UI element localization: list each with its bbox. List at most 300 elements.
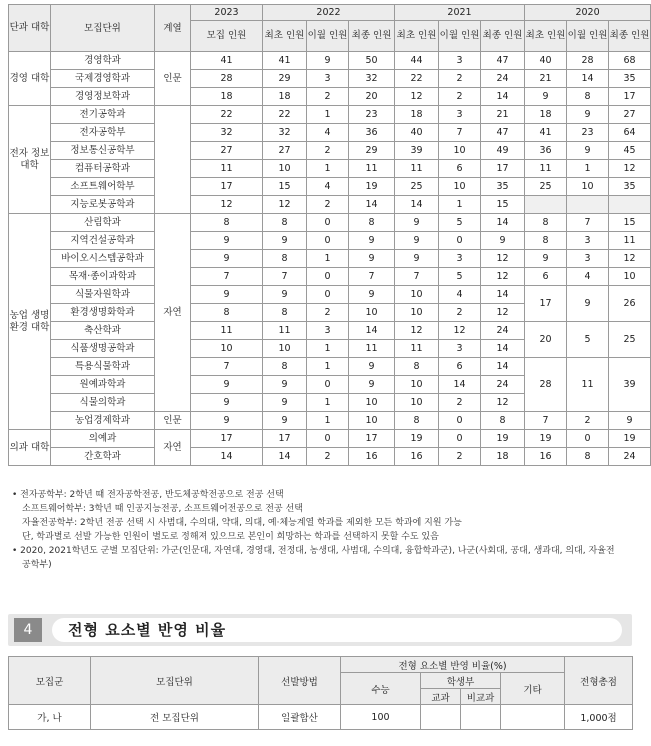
value-cell: 18 — [191, 88, 263, 106]
table-row — [9, 52, 651, 70]
college-cell: 농업 생명 환경 대학 — [9, 214, 51, 430]
value-cell: 14 — [481, 340, 525, 358]
value-cell: 35 — [609, 70, 651, 88]
value-cell: 7 — [395, 268, 439, 286]
header-moved: 이월 인원 — [307, 21, 349, 52]
value-cell: 4 — [439, 286, 481, 304]
value-cell: 10 — [191, 340, 263, 358]
value-cell: 9 — [191, 232, 263, 250]
value-cell: 15 — [263, 178, 307, 196]
unit-cell: 전자공학부 — [51, 124, 155, 142]
value-cell: 11 — [191, 322, 263, 340]
value-cell: 9 — [191, 376, 263, 394]
ratio-header-method: 선발방법 — [259, 657, 341, 705]
value-cell: 16 — [349, 448, 395, 466]
value-cell: 11 — [349, 160, 395, 178]
value-cell: 11 — [525, 160, 567, 178]
value-cell: 2 — [439, 304, 481, 322]
field-cell: 인문 — [155, 412, 191, 430]
note-line: 소프트웨어학부: 3학년 때 인공지능전공, 소프트웨어전공으로 전공 선택 — [22, 504, 303, 514]
ratio-header-group: 모집군 — [9, 657, 91, 705]
value-cell: 2 — [307, 196, 349, 214]
value-cell: 9 — [395, 232, 439, 250]
ratio-header-total: 전형총점 — [565, 657, 633, 705]
value-cell: 3 — [567, 250, 609, 268]
header-2021: 2021 — [395, 5, 525, 21]
value-cell: 9 — [609, 412, 651, 430]
value-cell: 9 — [349, 376, 395, 394]
value-cell: 29 — [263, 70, 307, 88]
value-cell: 8 — [525, 214, 567, 232]
value-cell: 3 — [567, 232, 609, 250]
value-cell: 7 — [567, 214, 609, 232]
value-cell: 1 — [439, 196, 481, 214]
value-cell: 5 — [439, 214, 481, 232]
value-cell: 7 — [439, 124, 481, 142]
value-cell: 14 — [481, 88, 525, 106]
value-cell: 24 — [481, 70, 525, 88]
unit-cell: 환경생명화학과 — [51, 304, 155, 322]
value-cell: 23 — [567, 124, 609, 142]
value-cell: 8 — [395, 412, 439, 430]
value-cell: 8 — [525, 232, 567, 250]
value-cell: 2 — [439, 88, 481, 106]
value-cell: 16 — [525, 448, 567, 466]
merged-value-cell: 28 — [525, 358, 567, 412]
table-row — [9, 448, 651, 466]
value-cell: 8 — [191, 304, 263, 322]
ratio-header-subject: 교과 — [421, 689, 461, 705]
value-cell: 2 — [439, 70, 481, 88]
college-cell: 경영 대학 — [9, 52, 51, 106]
value-cell: 29 — [349, 142, 395, 160]
value-cell: 36 — [349, 124, 395, 142]
value-cell: 25 — [525, 178, 567, 196]
value-cell: 32 — [263, 124, 307, 142]
header-college: 단과 대학 — [9, 5, 51, 52]
value-cell: 2 — [307, 304, 349, 322]
value-cell: 9 — [525, 250, 567, 268]
value-cell: 7 — [349, 268, 395, 286]
value-cell: 6 — [439, 358, 481, 376]
unit-cell: 농업경제학과 — [51, 412, 155, 430]
value-cell: 41 — [525, 124, 567, 142]
value-cell: 10 — [395, 286, 439, 304]
recruitment-table — [8, 4, 651, 466]
value-cell: 14 — [263, 448, 307, 466]
value-cell — [609, 196, 651, 214]
value-cell: 10 — [263, 340, 307, 358]
value-cell: 2 — [567, 412, 609, 430]
table-row — [9, 358, 651, 376]
value-cell: 19 — [349, 178, 395, 196]
value-cell: 9 — [307, 52, 349, 70]
unit-cell: 특용식물학과 — [51, 358, 155, 376]
value-cell: 22 — [263, 106, 307, 124]
value-cell: 24 — [481, 322, 525, 340]
note-line: 단, 학과별로 선발 가능한 인원이 별도로 정해져 있으므로 본인이 희망하는 학과를 선택하지 못할 수도 있음 — [22, 532, 439, 542]
table-row — [9, 142, 651, 160]
value-cell: 3 — [307, 322, 349, 340]
value-cell: 10 — [395, 376, 439, 394]
value-cell: 8 — [191, 214, 263, 232]
unit-cell: 식품생명공학과 — [51, 340, 155, 358]
value-cell: 21 — [481, 106, 525, 124]
value-cell: 2 — [307, 88, 349, 106]
value-cell: 19 — [395, 430, 439, 448]
value-cell: 9 — [349, 232, 395, 250]
value-cell: 9 — [191, 394, 263, 412]
ratio-header-etc: 기타 — [501, 673, 565, 705]
value-cell: 18 — [395, 106, 439, 124]
value-cell: 12 — [439, 322, 481, 340]
value-cell: 4 — [567, 268, 609, 286]
value-cell: 11 — [263, 322, 307, 340]
value-cell: 0 — [307, 214, 349, 232]
value-cell: 14 — [567, 70, 609, 88]
value-cell: 14 — [349, 196, 395, 214]
value-cell: 15 — [609, 214, 651, 232]
value-cell: 8 — [263, 214, 307, 232]
value-cell: 11 — [395, 340, 439, 358]
value-cell: 3 — [439, 340, 481, 358]
value-cell: 36 — [525, 142, 567, 160]
value-cell: 28 — [567, 52, 609, 70]
note-line: 자율전공학부: 2학년 전공 선택 시 사범대, 수의대, 약대, 의대, 예·체능계열 학과를 제외한 모든 학과에 지원 가능 — [22, 518, 462, 528]
unit-cell: 의예과 — [51, 430, 155, 448]
value-cell: 8 — [263, 358, 307, 376]
unit-cell: 식물의학과 — [51, 394, 155, 412]
value-cell: 9 — [525, 88, 567, 106]
value-cell: 0 — [307, 286, 349, 304]
merged-value-cell: 17 — [525, 286, 567, 322]
value-cell: 6 — [525, 268, 567, 286]
value-cell: 14 — [481, 286, 525, 304]
value-cell: 11 — [349, 340, 395, 358]
unit-cell: 경영정보학과 — [51, 88, 155, 106]
value-cell — [525, 196, 567, 214]
value-cell: 18 — [525, 106, 567, 124]
value-cell: 3 — [439, 250, 481, 268]
header-final: 최종 인원 — [609, 21, 651, 52]
value-cell: 2 — [439, 394, 481, 412]
value-cell: 10 — [349, 394, 395, 412]
header-2022: 2022 — [263, 5, 395, 21]
header-moved: 이월 인원 — [567, 21, 609, 52]
value-cell: 17 — [191, 178, 263, 196]
value-cell: 0 — [307, 232, 349, 250]
table-row — [9, 178, 651, 196]
value-cell: 12 — [395, 88, 439, 106]
unit-cell: 경영학과 — [51, 52, 155, 70]
value-cell: 8 — [567, 88, 609, 106]
ratio-header-ratio: 전형 요소별 반영 비율(%) — [341, 657, 565, 673]
value-cell: 47 — [481, 52, 525, 70]
ratio-header-suneung: 수능 — [341, 673, 421, 705]
ratio-method: 일괄합산 — [259, 705, 341, 730]
value-cell: 1 — [307, 394, 349, 412]
note-line: 공학부) — [22, 560, 52, 570]
value-cell: 41 — [263, 52, 307, 70]
college-cell: 전자 정보 대학 — [9, 106, 51, 214]
header-field: 계열 — [155, 5, 191, 52]
value-cell: 10 — [349, 412, 395, 430]
value-cell: 16 — [395, 448, 439, 466]
value-cell: 17 — [191, 430, 263, 448]
value-cell: 9 — [349, 250, 395, 268]
section-number: 4 — [14, 618, 42, 642]
unit-cell: 바이오시스템공학과 — [51, 250, 155, 268]
value-cell: 2 — [439, 448, 481, 466]
value-cell: 68 — [609, 52, 651, 70]
merged-value-cell: 20 — [525, 322, 567, 358]
value-cell: 19 — [525, 430, 567, 448]
value-cell: 47 — [481, 124, 525, 142]
value-cell: 4 — [307, 178, 349, 196]
value-cell: 35 — [481, 178, 525, 196]
table-row — [9, 430, 651, 448]
table-row — [9, 124, 651, 142]
value-cell: 2 — [307, 142, 349, 160]
header-initial: 최초 인원 — [525, 21, 567, 52]
value-cell: 9 — [263, 376, 307, 394]
value-cell: 64 — [609, 124, 651, 142]
value-cell: 32 — [191, 124, 263, 142]
field-cell: 자연 — [155, 214, 191, 412]
value-cell: 7 — [191, 358, 263, 376]
note-line: • 전자공학부: 2학년 때 전자공학전공, 반도체공학전공으로 전공 선택 — [12, 490, 284, 500]
table-row — [9, 268, 651, 286]
merged-value-cell: 11 — [567, 358, 609, 412]
header-final: 최종 인원 — [481, 21, 525, 52]
value-cell: 4 — [307, 124, 349, 142]
unit-cell: 컴퓨터공학과 — [51, 160, 155, 178]
value-cell: 11 — [191, 160, 263, 178]
ratio-header-nonsubject: 비교과 — [461, 689, 501, 705]
table-row — [9, 70, 651, 88]
value-cell: 14 — [481, 358, 525, 376]
value-cell: 40 — [525, 52, 567, 70]
table-row — [9, 412, 651, 430]
ratio-unit: 전 모집단위 — [91, 705, 259, 730]
value-cell: 18 — [481, 448, 525, 466]
merged-value-cell: 5 — [567, 322, 609, 358]
value-cell: 27 — [263, 142, 307, 160]
merged-value-cell: 9 — [567, 286, 609, 322]
field-cell — [155, 106, 191, 214]
value-cell: 39 — [395, 142, 439, 160]
value-cell: 12 — [609, 160, 651, 178]
unit-cell: 정보통신공학부 — [51, 142, 155, 160]
ratio-etc — [501, 705, 565, 730]
value-cell: 8 — [349, 214, 395, 232]
value-cell: 9 — [395, 250, 439, 268]
table-body — [9, 52, 651, 466]
value-cell: 25 — [395, 178, 439, 196]
value-cell: 17 — [481, 160, 525, 178]
college-cell: 의과 대학 — [9, 430, 51, 466]
value-cell: 50 — [349, 52, 395, 70]
unit-cell: 축산학과 — [51, 322, 155, 340]
value-cell: 28 — [191, 70, 263, 88]
value-cell: 3 — [307, 70, 349, 88]
value-cell: 1 — [307, 340, 349, 358]
header-2020: 2020 — [525, 5, 651, 21]
value-cell: 9 — [481, 232, 525, 250]
value-cell: 10 — [349, 304, 395, 322]
value-cell: 7 — [263, 268, 307, 286]
table-row — [9, 160, 651, 178]
value-cell: 0 — [439, 430, 481, 448]
value-cell: 7 — [525, 412, 567, 430]
value-cell: 10 — [395, 304, 439, 322]
value-cell: 19 — [609, 430, 651, 448]
note-line: • 2020, 2021학년도 군별 모집단위: 가군(인문대, 자연대, 경영대, 전정대, 농생대, 사범대, 수의대, 융합학과군), 나군(사회대, 공대, 생과대, 의대, 자율전 — [12, 546, 615, 556]
value-cell: 18 — [263, 88, 307, 106]
value-cell: 12 — [191, 196, 263, 214]
value-cell: 9 — [567, 106, 609, 124]
value-cell: 17 — [609, 88, 651, 106]
value-cell: 10 — [609, 268, 651, 286]
header-initial: 최초 인원 — [395, 21, 439, 52]
value-cell: 23 — [349, 106, 395, 124]
header-unit: 모집단위 — [51, 5, 155, 52]
value-cell: 40 — [395, 124, 439, 142]
value-cell: 14 — [349, 322, 395, 340]
value-cell: 9 — [263, 232, 307, 250]
value-cell: 1 — [307, 106, 349, 124]
ratio-subject — [421, 705, 461, 730]
value-cell: 9 — [395, 214, 439, 232]
header-moved: 이월 인원 — [439, 21, 481, 52]
value-cell: 27 — [609, 106, 651, 124]
value-cell: 1 — [567, 160, 609, 178]
table-row — [9, 286, 651, 304]
value-cell: 8 — [567, 448, 609, 466]
ratio-nonsubject — [461, 705, 501, 730]
unit-cell: 산림학과 — [51, 214, 155, 232]
value-cell: 10 — [439, 178, 481, 196]
value-cell: 9 — [191, 412, 263, 430]
value-cell: 12 — [395, 322, 439, 340]
value-cell: 17 — [349, 430, 395, 448]
value-cell: 8 — [395, 358, 439, 376]
merged-value-cell: 39 — [609, 358, 651, 412]
value-cell: 9 — [263, 412, 307, 430]
value-cell: 0 — [307, 268, 349, 286]
value-cell: 1 — [307, 412, 349, 430]
value-cell: 11 — [609, 232, 651, 250]
value-cell: 24 — [481, 376, 525, 394]
value-cell: 20 — [349, 88, 395, 106]
value-cell: 11 — [395, 160, 439, 178]
value-cell: 1 — [307, 250, 349, 268]
value-cell: 14 — [439, 376, 481, 394]
value-cell: 0 — [567, 430, 609, 448]
value-cell: 0 — [439, 412, 481, 430]
header-recruit: 모집 인원 — [191, 21, 263, 52]
value-cell: 9 — [567, 142, 609, 160]
section-title: 전형 요소별 반영 비율 — [52, 618, 622, 642]
value-cell: 9 — [263, 394, 307, 412]
field-cell: 자연 — [155, 430, 191, 466]
value-cell: 10 — [439, 142, 481, 160]
value-cell: 0 — [307, 430, 349, 448]
value-cell: 5 — [439, 268, 481, 286]
value-cell: 10 — [263, 160, 307, 178]
ratio-header-school: 학생부 — [421, 673, 501, 689]
table-row — [9, 705, 633, 730]
value-cell: 8 — [263, 250, 307, 268]
value-cell: 22 — [395, 70, 439, 88]
value-cell: 7 — [191, 268, 263, 286]
value-cell: 2 — [307, 448, 349, 466]
field-cell: 인문 — [155, 52, 191, 106]
ratio-header-unit: 모집단위 — [91, 657, 259, 705]
section-header — [8, 614, 632, 646]
value-cell: 14 — [395, 196, 439, 214]
unit-cell: 목재·종이과학과 — [51, 268, 155, 286]
value-cell: 6 — [439, 160, 481, 178]
unit-cell: 원예과학과 — [51, 376, 155, 394]
table-row — [9, 106, 651, 124]
value-cell: 15 — [481, 196, 525, 214]
value-cell: 49 — [481, 142, 525, 160]
unit-cell: 지능로봇공학과 — [51, 196, 155, 214]
value-cell: 27 — [191, 142, 263, 160]
table-row — [9, 232, 651, 250]
unit-cell: 간호학과 — [51, 448, 155, 466]
value-cell: 3 — [439, 52, 481, 70]
table-row — [9, 322, 651, 340]
value-cell: 9 — [191, 286, 263, 304]
unit-cell: 국제경영학과 — [51, 70, 155, 88]
table-row — [9, 196, 651, 214]
unit-cell: 전기공학과 — [51, 106, 155, 124]
unit-cell: 식물자원학과 — [51, 286, 155, 304]
value-cell: 14 — [481, 214, 525, 232]
ratio-suneung: 100 — [341, 705, 421, 730]
value-cell: 10 — [395, 394, 439, 412]
footnotes — [12, 488, 632, 572]
value-cell: 19 — [481, 430, 525, 448]
unit-cell: 지역건설공학과 — [51, 232, 155, 250]
value-cell: 12 — [481, 304, 525, 322]
ratio-table — [8, 656, 633, 730]
value-cell: 21 — [525, 70, 567, 88]
value-cell — [567, 196, 609, 214]
value-cell: 9 — [349, 358, 395, 376]
value-cell: 0 — [307, 376, 349, 394]
ratio-total: 1,000점 — [565, 705, 633, 730]
value-cell: 1 — [307, 160, 349, 178]
value-cell: 0 — [439, 232, 481, 250]
unit-cell: 소프트웨어학부 — [51, 178, 155, 196]
merged-value-cell: 25 — [609, 322, 651, 358]
value-cell: 24 — [609, 448, 651, 466]
value-cell: 8 — [481, 412, 525, 430]
value-cell: 12 — [609, 250, 651, 268]
value-cell: 9 — [349, 286, 395, 304]
value-cell: 32 — [349, 70, 395, 88]
table-row — [9, 88, 651, 106]
header-final: 최종 인원 — [349, 21, 395, 52]
value-cell: 12 — [481, 268, 525, 286]
value-cell: 9 — [263, 286, 307, 304]
value-cell: 41 — [191, 52, 263, 70]
value-cell: 17 — [263, 430, 307, 448]
ratio-group: 가, 나 — [9, 705, 91, 730]
